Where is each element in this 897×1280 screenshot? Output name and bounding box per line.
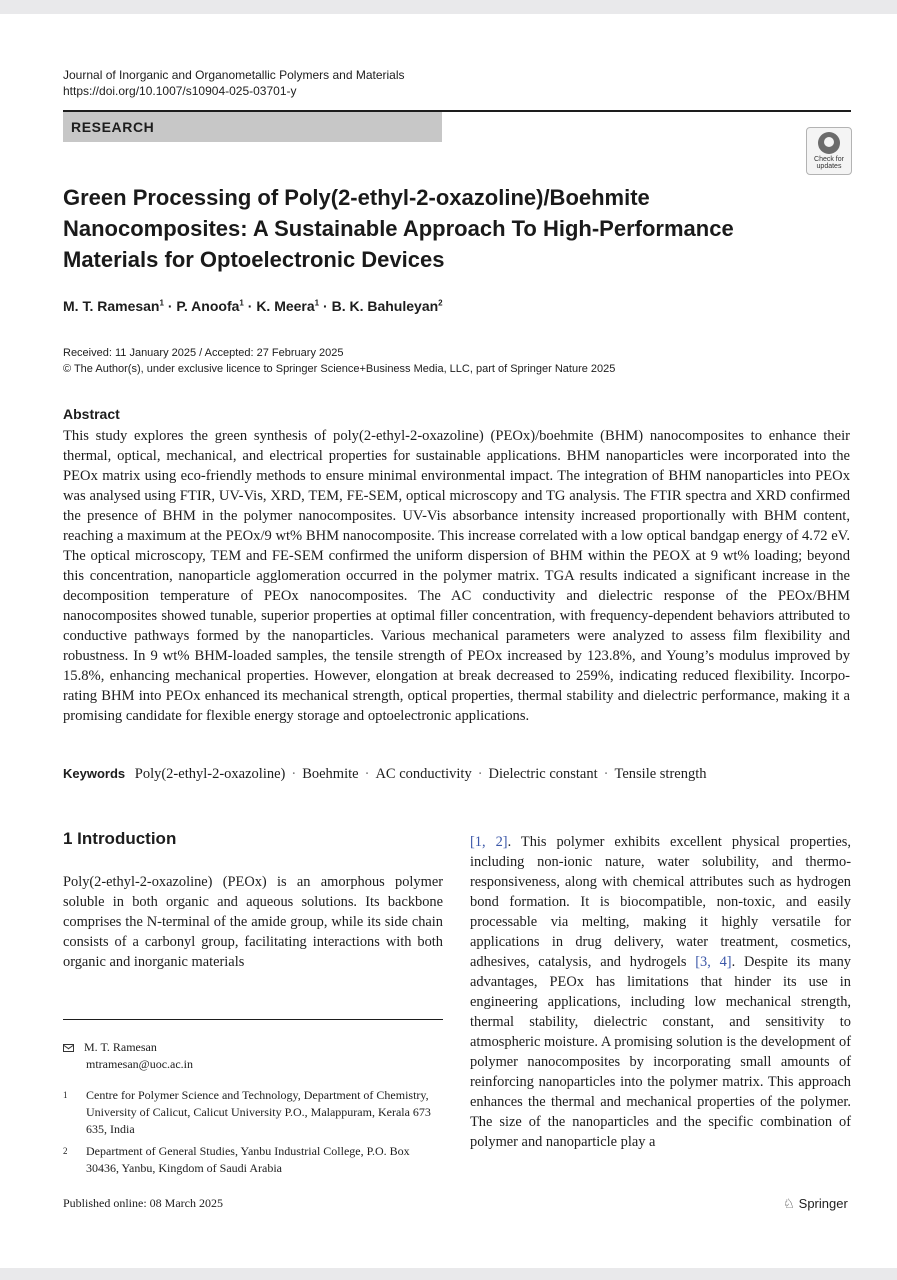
journal-name: Journal of Inorganic and Organometallic Polymers and Materials bbox=[63, 68, 405, 82]
affiliation-text: Centre for Polymer Science and Technology, Department of Chemistry, University of Calicut, Calicut University P.O., Malappuram, Kerala 673 635, India bbox=[86, 1088, 431, 1136]
introduction-text: . Despite its many advantages, PEOx has limitations that hinder its use in engineering applications, including low mechanical strength, thermal stability, dielectric constant, and sensitivity to atmospheric moisture. A promising solution is the development of polymer nanocomposites by incorporating small amounts of reinforcing nanoparticles into the polymer matrix. This approach enhances the thermal and mechanical properties of the polymer. The size of the nanoparticles and the specific combination of polymer and nanoparticle play a bbox=[470, 954, 852, 1150]
introduction-text: . This polymer exhibits excellent physical properties, including non-ionic nature, water solubility, and thermoresponsiveness, along with chemical attributes such as hydrogen bond formation. It is biocompatible, non-toxic, and easily processable via melting, making it highly versatile for applications in drug delivery, water treatment, cosmetics, adhesives, catalysis, and hydrogels bbox=[470, 834, 851, 970]
introduction-left-paragraph: Poly(2-ethyl-2-oxazoline) (PEOx) is an amorphous polymer soluble in both organic and aqueous solutions. Its backbone comprises the N-terminal of the amide group, while its side chain consists of a carbonyl group, facilitating interactions with both organic and inorganic materials bbox=[63, 874, 443, 970]
corresponding-author bbox=[63, 1039, 157, 1056]
citation-link[interactable]: [1, 2] bbox=[470, 834, 508, 850]
author-separator: · bbox=[163, 298, 177, 314]
keyword: Boehmite bbox=[302, 766, 359, 782]
envelope-icon bbox=[63, 1044, 74, 1052]
badge-line-1: Check for bbox=[814, 156, 844, 163]
author-separator: · bbox=[319, 298, 332, 314]
section-label: RESEARCH bbox=[63, 112, 442, 142]
article-title bbox=[63, 182, 763, 275]
title-line: Nanocomposites: A Sustainable Approach To High-Performance bbox=[63, 216, 734, 241]
keyword-separator: · bbox=[477, 766, 483, 782]
keyword: AC conductivity bbox=[375, 766, 472, 782]
introduction-right-column bbox=[470, 832, 851, 1152]
paper-page bbox=[0, 14, 897, 1268]
author-list bbox=[63, 298, 443, 314]
author-separator: · bbox=[243, 298, 257, 314]
keyword: Tensile strength bbox=[614, 766, 707, 782]
keyword-separator: · bbox=[364, 766, 370, 782]
badge-line-2: updates bbox=[816, 163, 842, 170]
keyword-separator: · bbox=[291, 766, 297, 782]
abstract-text: This study explores the green synthesis of poly(2-ethyl-2-oxazoline) (PEOx)/boehmite (BHM) nanocomposites to enhance their thermal, optical, mechanical, and electrical properties for sustainable applications. BHM nanoparticles were incorporated into the PEOx matrix using eco-friendly methods to ensure minimal environmental impact. The integration of BHM nanoparticles into PEOx was analysed using FTIR, UV-Vis, XRD, TEM, FE-SEM, optical microscopy and TG analysis. The FTIR spectra and XRD confirmed the presence of BHM in the polymer nanocomposites. UV-Vis absorbance intensity increased proportionally with BHM content, reaching a maximum at the PEOx/9 wt% BHM nanocomposite. This increase correlated with a low optical bandgap energy of 4.72 eV. The optical microscopy, TEM and FE-SEM confirmed the uniform dispersion of BHM within the PEOX at 9 wt% loading; beyond this concentration, nanoparticle agglomeration occurred in the polymer matrix. TGA results indicated a significant increase in the decomposition temperature of PEOx nanocomposites. The AC conductivity and dielectric response of the PEOx/BHM nanocomposites showed tunable, superior properties at optimal filler concentration, with frequency-dependent behaviors attributed to conductive pathways formed by the nanoparticles. Various mechanical parameters were analyzed to assess film flexibility and robustness. In 9 wt% BHM-loaded samples, the tensile strength of PEOx increased by 123.8%, and Young’s modulus improved by 15.8%, enhancing mechanical properties. However, elongation at break decreased to 259%, indicating reduced flexibility. Incorporating BHM into PEOx enhanced its mechanical strength, optical properties, thermal stability and dielectric performance, making it a promising candidate for flexible energy storage and optoelectronic applications. bbox=[63, 428, 850, 724]
author-name[interactable]: P. Anoofa bbox=[176, 298, 240, 314]
crossmark-icon bbox=[818, 132, 840, 154]
author-name[interactable]: B. K. Bahuleyan bbox=[331, 298, 439, 314]
author-affiliation-marker: 2 bbox=[438, 298, 443, 308]
corresponding-name: M. T. Ramesan bbox=[84, 1040, 157, 1054]
affiliation-text: Department of General Studies, Yanbu Industrial College, P.O. Box 30436, Yanbu, Kingdom of Saudi Arabia bbox=[86, 1144, 410, 1175]
received-accepted: Received: 11 January 2025 / Accepted: 27 February 2025 bbox=[63, 347, 344, 359]
author-affiliation-marker: 1 bbox=[239, 298, 244, 308]
published-online: Published online: 08 March 2025 bbox=[63, 1196, 223, 1210]
title-line: Green Processing of Poly(2-ethyl-2-oxazoline)/Boehmite bbox=[63, 185, 650, 210]
author-name[interactable]: M. T. Ramesan bbox=[63, 298, 160, 314]
keywords-line bbox=[63, 764, 853, 784]
doi-link[interactable]: https://doi.org/10.1007/s10904-025-03701-y bbox=[63, 84, 297, 98]
keywords-label: Keywords bbox=[63, 766, 126, 781]
springer-horse-icon: ♘ bbox=[783, 1196, 795, 1211]
affiliation-number: 1 bbox=[63, 1090, 68, 1100]
keyword: Poly(2-ethyl-2-oxazoline) bbox=[134, 766, 286, 782]
author-affiliation-marker: 1 bbox=[159, 298, 164, 308]
abstract-heading: Abstract bbox=[63, 406, 120, 422]
copyright-notice: © The Author(s), under exclusive licence to Springer Science+Business Media, LLC, part of Springer Nature 2025 bbox=[63, 363, 616, 375]
affiliation-number: 2 bbox=[63, 1146, 68, 1156]
publication-dates bbox=[63, 345, 615, 377]
footnote-rule bbox=[63, 1019, 443, 1020]
citation-link[interactable]: [3, 4] bbox=[695, 954, 732, 970]
check-for-updates-badge[interactable] bbox=[806, 127, 852, 175]
introduction-heading: 1 Introduction bbox=[63, 829, 177, 848]
keyword-separator: · bbox=[603, 766, 609, 782]
publisher-name: Springer bbox=[798, 1196, 848, 1211]
journal-header bbox=[63, 67, 405, 99]
publisher-logo bbox=[783, 1196, 848, 1212]
author-affiliation-marker: 1 bbox=[314, 298, 320, 308]
corresponding-email[interactable]: mtramesan@uoc.ac.in bbox=[86, 1057, 194, 1071]
author-name[interactable]: K. Meera bbox=[256, 298, 315, 314]
keyword: Dielectric constant bbox=[488, 766, 598, 782]
title-line: Materials for Optoelectronic Devices bbox=[63, 247, 445, 272]
